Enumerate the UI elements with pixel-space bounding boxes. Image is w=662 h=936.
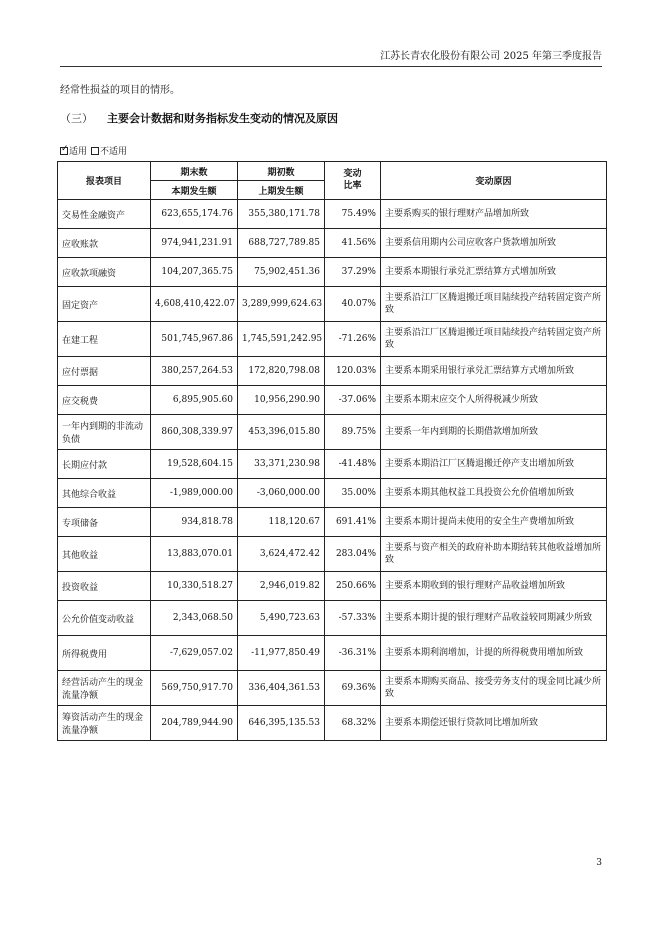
row-period-begin: 453,396,015.80	[238, 415, 325, 450]
row-item: 应付票据	[58, 357, 151, 386]
row-period-end: 204,789,944.90	[151, 706, 238, 741]
row-period-begin: 10,956,290.90	[238, 386, 325, 415]
row-period-end: 569,750,917.70	[151, 671, 238, 706]
table-row	[58, 258, 607, 287]
row-change-ratio: 40.07%	[325, 287, 381, 322]
not-applicable-label: 不适用	[100, 147, 128, 157]
row-change-ratio: -41.48%	[325, 450, 381, 479]
row-period-begin: 1,745,591,242.95	[238, 322, 325, 357]
row-item: 公允价值变动收益	[58, 601, 151, 636]
table-row	[58, 572, 607, 601]
checkbox-unchecked-icon[interactable]	[91, 147, 99, 155]
header-previous-period: 上期发生额	[238, 181, 325, 200]
section-title: 主要会计数据和财务指标发生变动的情况及原因	[107, 112, 338, 125]
row-item: 其他收益	[58, 537, 151, 572]
row-period-end: 974,941,231.91	[151, 229, 238, 258]
row-reason: 主要系本期其他权益工具投资公允价值增加所致	[381, 479, 607, 508]
row-period-begin: 5,490,723.63	[238, 601, 325, 636]
row-reason: 主要系本期银行承兑汇票结算方式增加所致	[381, 258, 607, 287]
header-period-end: 期末数	[151, 162, 238, 181]
row-reason: 主要系本期偿还银行贷款同比增加所致	[381, 706, 607, 741]
row-item: 专项储备	[58, 508, 151, 537]
header-period-begin: 期初数	[238, 162, 325, 181]
row-reason: 主要系本期采用银行承兑汇票结算方式增加所致	[381, 357, 607, 386]
row-item: 应交税费	[58, 386, 151, 415]
row-period-begin: 336,404,361.53	[238, 671, 325, 706]
row-reason: 主要系本期沿江厂区腾退搬迁停产支出增加所致	[381, 450, 607, 479]
table-row	[58, 636, 607, 671]
row-period-end: 6,895,905.60	[151, 386, 238, 415]
row-item: 交易性金融资产	[58, 200, 151, 229]
row-period-end: 19,528,604.15	[151, 450, 238, 479]
row-period-begin: 33,371,230.98	[238, 450, 325, 479]
row-period-begin: 688,727,789.85	[238, 229, 325, 258]
checkbox-checked-icon[interactable]	[60, 147, 68, 155]
row-item: 在建工程	[58, 322, 151, 357]
row-item: 应收款项融资	[58, 258, 151, 287]
header-item: 报表项目	[58, 162, 151, 200]
row-reason: 主要系本期收到的银行理财产品收益增加所致	[381, 572, 607, 601]
row-period-end: 623,655,174.76	[151, 200, 238, 229]
table-body	[58, 200, 607, 741]
table-row	[58, 287, 607, 322]
row-change-ratio: -37.06%	[325, 386, 381, 415]
row-period-end: 4,608,410,422.07	[151, 287, 238, 322]
table-row	[58, 450, 607, 479]
row-period-begin: 75,902,451.36	[238, 258, 325, 287]
table-row	[58, 200, 607, 229]
row-reason: 主要系本期利润增加，计提的所得税费用增加所致	[381, 636, 607, 671]
row-period-end: -1,989,000.00	[151, 479, 238, 508]
row-change-ratio: 691.41%	[325, 508, 381, 537]
row-reason: 主要系与资产相关的政府补助本期结转其他收益增加所致	[381, 537, 607, 572]
table-row	[58, 601, 607, 636]
table-row	[58, 229, 607, 258]
row-change-ratio: 68.32%	[325, 706, 381, 741]
row-change-ratio: 37.29%	[325, 258, 381, 287]
row-item: 一年内到期的非流动负债	[58, 415, 151, 450]
table-row	[58, 479, 607, 508]
row-period-begin: 355,380,171.78	[238, 200, 325, 229]
row-change-ratio: -57.33%	[325, 601, 381, 636]
row-period-end: 104,207,365.75	[151, 258, 238, 287]
row-reason: 主要系本期购买商品、接受劳务支付的现金同比减少所致	[381, 671, 607, 706]
row-period-end: 934,818.78	[151, 508, 238, 537]
row-period-end: -7,629,057.02	[151, 636, 238, 671]
row-change-ratio: 89.75%	[325, 415, 381, 450]
row-reason: 主要系沿江厂区腾退搬迁项目陆续投产结转固定资产所致	[381, 322, 607, 357]
row-period-begin: 118,120.67	[238, 508, 325, 537]
row-period-begin: 646,395,135.53	[238, 706, 325, 741]
row-period-end: 2,343,068.50	[151, 601, 238, 636]
table-row	[58, 508, 607, 537]
row-change-ratio: 69.36%	[325, 671, 381, 706]
row-period-end: 501,745,967.86	[151, 322, 238, 357]
row-period-end: 380,257,264.53	[151, 357, 238, 386]
table-row	[58, 706, 607, 741]
report-title: 江苏长青农化股份有限公司 2025 年第三季度报告	[380, 51, 602, 62]
row-period-end: 10,330,518.27	[151, 572, 238, 601]
row-period-begin: 2,946,019.82	[238, 572, 325, 601]
table-row	[58, 386, 607, 415]
row-reason: 主要系购买的银行理财产品增加所致	[381, 200, 607, 229]
header-current-period: 本期发生额	[151, 181, 238, 200]
row-item: 投资收益	[58, 572, 151, 601]
row-period-begin: 172,820,798.08	[238, 357, 325, 386]
row-period-begin: 3,624,472.42	[238, 537, 325, 572]
row-item: 筹资活动产生的现金流量净额	[58, 706, 151, 741]
header-reason: 变动原因	[381, 162, 607, 200]
row-reason: 主要系一年内到期的长期借款增加所致	[381, 415, 607, 450]
row-change-ratio: 75.49%	[325, 200, 381, 229]
row-change-ratio: 35.00%	[325, 479, 381, 508]
row-item: 应收账款	[58, 229, 151, 258]
row-reason: 主要系本期计提的银行理财产品收益较同期减少所致	[381, 601, 607, 636]
applicable-label: 适用	[69, 147, 88, 157]
row-period-begin: -3,060,000.00	[238, 479, 325, 508]
row-change-ratio: 250.66%	[325, 572, 381, 601]
row-reason: 主要系信用期内公司应收客户货款增加所致	[381, 229, 607, 258]
row-item: 经营活动产生的现金流量净额	[58, 671, 151, 706]
row-item: 其他综合收益	[58, 479, 151, 508]
row-reason: 主要系本期计提尚未使用的安全生产费增加所致	[381, 508, 607, 537]
row-change-ratio: 41.56%	[325, 229, 381, 258]
financial-changes-table	[57, 161, 607, 741]
row-item: 长期应付款	[58, 450, 151, 479]
table-row	[58, 415, 607, 450]
row-item: 固定资产	[58, 287, 151, 322]
row-change-ratio: 120.03%	[325, 357, 381, 386]
row-change-ratio: -71.26%	[325, 322, 381, 357]
section-number: （三）	[60, 112, 93, 125]
row-item: 所得税费用	[58, 636, 151, 671]
applicability-options	[60, 144, 127, 157]
table-row	[58, 357, 607, 386]
page-number: 3	[596, 858, 602, 868]
table-row	[58, 671, 607, 706]
table-row	[58, 537, 607, 572]
row-period-begin: -11,977,850.49	[238, 636, 325, 671]
row-period-end: 13,883,070.01	[151, 537, 238, 572]
row-change-ratio: -36.31%	[325, 636, 381, 671]
table-row	[58, 322, 607, 357]
header-change-ratio: 变动 比率	[325, 162, 381, 200]
section-heading	[60, 110, 338, 126]
row-period-end: 860,308,339.97	[151, 415, 238, 450]
row-period-begin: 3,289,999,624.63	[238, 287, 325, 322]
row-change-ratio: 283.04%	[325, 537, 381, 572]
intro-text: 经常性损益的项目的情形。	[60, 85, 180, 96]
row-reason: 主要系本期末应交个人所得税减少所致	[381, 386, 607, 415]
row-reason: 主要系沿江厂区腾退搬迁项目陆续投产结转固定资产所致	[381, 287, 607, 322]
page-header	[60, 47, 602, 67]
